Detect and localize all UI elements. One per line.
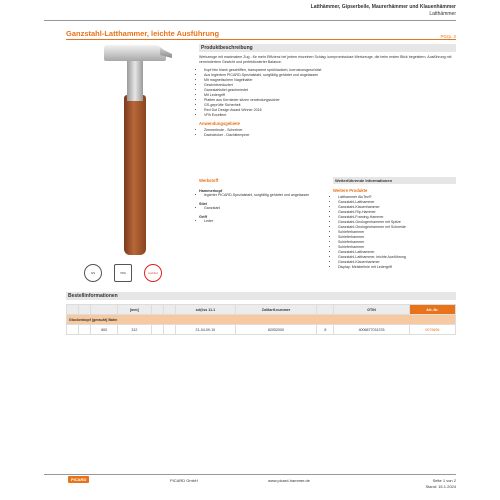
- list-item[interactable]: • Ganzstahl-Geologenhammer mit Schneide: [338, 225, 456, 230]
- hammer-head: [104, 45, 166, 61]
- description-intro: Werkzeuge mit maximalem Zug - für mehr Effizienz bei jedem einzelnen Schlag: kompromisslose Werkzeuge, die beim ersten Blick begeistern. Ausführung mit vermindertem Gewicht und perfektionierter Balance.: [199, 55, 452, 64]
- col-header: GTIN: [334, 305, 409, 315]
- material-heading: Werkstoff: [199, 178, 219, 183]
- material-shaft-label: Stiel: [199, 202, 208, 206]
- red-dot-badge-icon: red dot: [144, 264, 162, 282]
- footer-company: PICARD GmbH: [170, 478, 198, 483]
- material-grip-label: Griff: [199, 215, 208, 219]
- table-cell: [151, 325, 163, 335]
- list-item: • Mit Ledergriff: [204, 93, 456, 98]
- footer-date: Stand: 15.1.2024: [425, 484, 456, 489]
- list-item[interactable]: • Display: Meisterlinie mit Ledergriff: [338, 265, 456, 270]
- description-bullets: [199, 68, 456, 118]
- col-header: [mm]: [118, 305, 152, 315]
- table-cell: 4006877031376: [334, 325, 409, 335]
- table-cell: 21-04-09-10: [175, 325, 235, 335]
- table-cell: 600: [91, 325, 118, 335]
- material-shaft-list: [199, 206, 319, 211]
- footer-url[interactable]: www.picard-hammer.de: [268, 478, 310, 483]
- col-header: sd@ss 11.1: [175, 305, 235, 315]
- footer-divider: [44, 474, 456, 475]
- table-cell: [67, 325, 79, 335]
- description-heading: Produktbeschreibung: [199, 44, 456, 52]
- list-item[interactable]: • Ganzstahl-Latthammer, leichte Ausführung: [338, 255, 456, 260]
- material-grip-value: • Leder: [204, 219, 319, 224]
- list-item[interactable]: • Ganzstahl-Latthammer: [338, 200, 456, 205]
- table-cell: [163, 325, 175, 335]
- product-group-tag: PGrp. 2: [440, 34, 456, 39]
- application-list: [199, 128, 456, 138]
- order-heading: Bestellinformationen: [66, 292, 456, 300]
- list-item[interactable]: • Ganzstahl-Klauenhammer: [338, 205, 456, 210]
- list-item[interactable]: • Ganzstahl-Klauenhammer: [338, 260, 456, 265]
- table-cell: 312: [118, 325, 152, 335]
- col-header: Zolltarif-nummer: [235, 305, 317, 315]
- list-item: • Ganzstahlstiel geschmiedet: [204, 88, 456, 93]
- list-item[interactable]: • Ganzstahl-Geologenhammer mit Spitze: [338, 220, 456, 225]
- list-item: • VPA Excellent: [204, 113, 456, 118]
- col-header: [79, 305, 91, 315]
- list-item: • Dachdecker - Dachklempner: [204, 133, 456, 138]
- list-item[interactable]: • Ganzstahl-Framing-Hammer: [338, 215, 456, 220]
- list-item[interactable]: • Schieferhammer: [338, 230, 456, 235]
- further-info-section: [333, 177, 456, 270]
- col-header: [151, 305, 163, 315]
- material-head-label: Hammerkopf: [199, 189, 223, 193]
- material-head-value: • legierter PICARD-Spezialstahl, sorgfältig gehärtet und angelassen: [204, 193, 319, 198]
- material-shaft-value: • Ganzstahl: [204, 206, 319, 211]
- description-section: [199, 44, 456, 138]
- table-row: [67, 325, 456, 335]
- list-item: • Platten aus Kernleder sitzen verwindungssicher: [204, 98, 456, 103]
- list-item[interactable]: • Ganzstahl-Rip-Hammer: [338, 210, 456, 215]
- certification-badges: [84, 264, 162, 282]
- list-item: • Red Dot Design Award Winner 2016: [204, 108, 456, 113]
- list-item: • Aus legiertem PICARD-Spezialstahl, sorgfältig gehärtet und angelassen: [204, 73, 456, 78]
- header-subcategory: Latthämmer: [429, 11, 456, 17]
- col-header: [91, 305, 118, 315]
- list-item[interactable]: • Ganzstahl-Latthammer: [338, 250, 456, 255]
- list-item: • Kopf fein blank geschliffen, transparent sprühlackiert, korrosionsgeschützt: [204, 68, 456, 73]
- picard-logo: PICARD: [68, 476, 89, 483]
- list-item: • GS-geprüfte Sicherheit: [204, 103, 456, 108]
- group-label: Glockenkopf (gerauht) Bahn: [67, 315, 456, 325]
- gs-badge-icon: GS: [84, 264, 102, 282]
- further-info-heading: Weiterführende Informationen: [333, 177, 456, 184]
- table-cell: 82052000: [235, 325, 317, 335]
- list-item[interactable]: • Latthammer AluTec®: [338, 195, 456, 200]
- material-section: [199, 178, 319, 224]
- header-divider: [44, 20, 456, 21]
- material-head-list: [199, 193, 319, 198]
- table-header-row: [67, 305, 456, 315]
- header-category: Latthämmer, Gipserbeile, Maurerhämmer und Klauenhämmer: [310, 4, 456, 10]
- list-item: • Mit magnetischem Nagelhalter: [204, 78, 456, 83]
- col-header: [163, 305, 175, 315]
- hammer-shaft: [127, 56, 143, 101]
- material-grip-list: [199, 219, 319, 224]
- further-products-list: [333, 195, 456, 270]
- title-divider: [66, 39, 456, 40]
- list-item[interactable]: • Schieferhammer: [338, 245, 456, 250]
- table-cell-article: 0079696: [409, 325, 455, 335]
- further-products-heading: Weitere Produkte: [333, 188, 368, 193]
- table-cell: 8: [317, 325, 334, 335]
- vpa-badge-icon: VPA: [114, 264, 132, 282]
- col-header: [67, 305, 79, 315]
- product-title: Ganzstahl-Latthammer, leichte Ausführung: [66, 29, 220, 38]
- list-item: • Zimmerleute - Schreiner: [204, 128, 456, 133]
- application-heading: Anwendungsgebiete: [199, 121, 240, 126]
- table-group-row: [67, 315, 456, 325]
- hammer-leather-grip: [124, 95, 146, 255]
- table-cell: [79, 325, 91, 335]
- list-item: • Gewichtsreduziert: [204, 83, 456, 88]
- list-item[interactable]: • Schieferhammer: [338, 235, 456, 240]
- list-item[interactable]: • Schieferhammer: [338, 240, 456, 245]
- order-table: [66, 304, 456, 335]
- col-header-article: Art.-Nr.: [409, 305, 455, 315]
- col-header: [317, 305, 334, 315]
- footer-page: Seite 1 von 2: [432, 478, 456, 483]
